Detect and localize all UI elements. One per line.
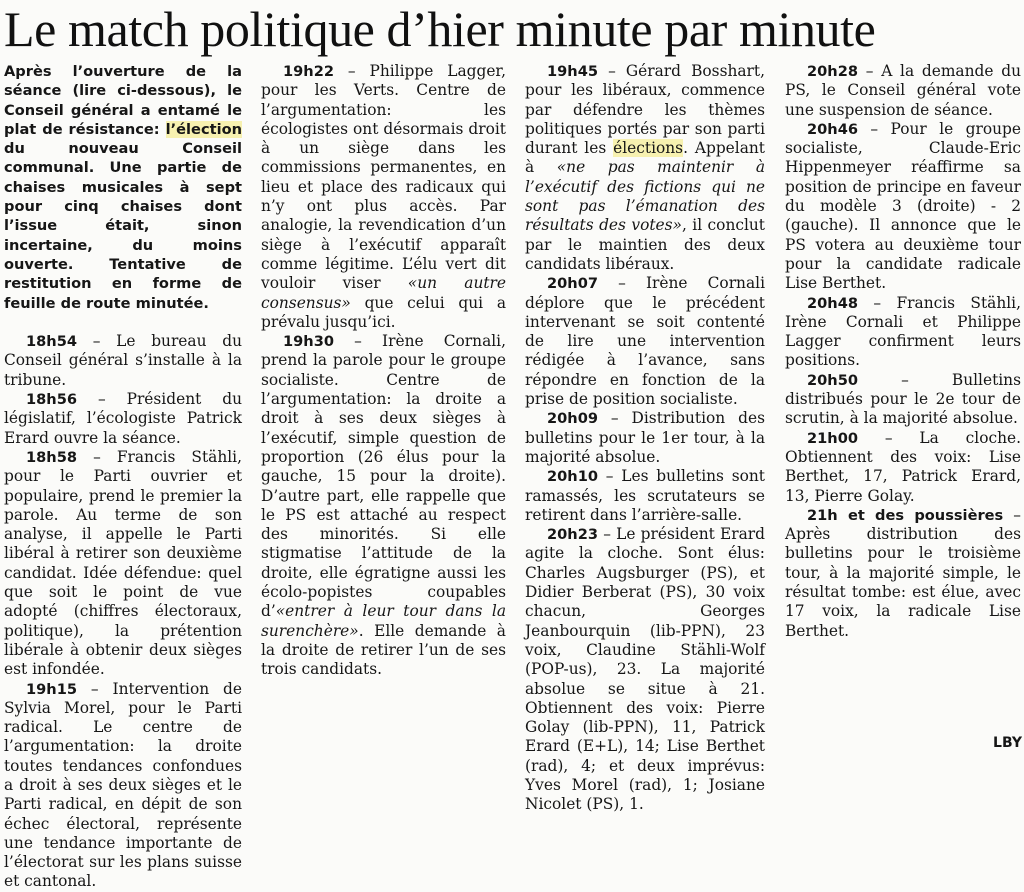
highlighted-term: élections xyxy=(613,139,684,158)
timestamp: 20h23 xyxy=(547,526,599,544)
timeline-entry-19h45: 19h45 – Gérard Bosshart, pour les libéraux, commence par défendre les thèmes politiques portés par son parti durant les élections. Appelant à «ne pas maintenir à l’exécutif des fictions qui ne sont pas l’émanation des résultats des votes», il conclut par le maintien des deux candidats libéraux. xyxy=(525,62,765,273)
article-column-4 xyxy=(785,62,1021,766)
timestamp: 19h15 xyxy=(26,680,78,698)
timestamp: 19h30 xyxy=(283,333,335,351)
timestamp: 19h45 xyxy=(547,63,599,80)
article-column-1 xyxy=(4,62,242,891)
timeline-entry-20h50: 20h50 – Bulletins distribués pour le 2e tour de scrutin, à la majorité absolue. xyxy=(785,370,1021,428)
timeline-entry-20h23: 20h23 – Le président Erard agite la cloche. Sont élus: Charles Augsburger (PS), et Didier Berberat (PS), 30 voix chacun, Georges Jeanbourquin (lib-PPN), 23 voix, Claudine Stähli-Wolf (POP-us), 23. La majorité absolue se situe à 21. Obtiennent des voix: Pierre Golay (lib-PPN), 11, Patrick Erard (E+L), 14; Lise Berthet (rad), 4; et deux imprévus: Yves Morel (rad), 1; Josiane Nicolet (PS), 1. xyxy=(525,525,765,814)
timestamp: 20h07 xyxy=(547,275,599,293)
timeline-entry-21h00: 21h00 – La cloche. Obtiennent des voix: Lise Berthet, 17, Patrick Erard, 13, Pierre Golay. xyxy=(785,428,1021,505)
timestamp: 18h56 xyxy=(26,391,78,409)
timestamp: 19h22 xyxy=(283,63,335,80)
article-column-2 xyxy=(261,62,506,766)
quote: «ne pas maintenir à l’exécutif des fictions qui ne sont pas l’émanation des résultats des votes» xyxy=(525,158,765,235)
timeline-entry-20h10: 20h10 – Les bulletins sont ramassés, les scrutateurs se retirent dans l’arrière-salle. xyxy=(525,467,765,524)
timeline-entry-18h58: 18h58 – Francis Stähli, pour le Parti ouvrier et populaire, prend le premier la parole. Au terme de son analyse, il appelle le Parti libéral à retirer son deuxième candidat. Idée défendue: quel que soit le point de vue adopté (chiffres électoraux, politique), la prétention libérale à obtenir deux sièges est infondée. xyxy=(4,447,242,679)
timeline-entry-20h48: 20h48 – Francis Stähli, Irène Cornali et Philippe Lagger confirment leurs positions. xyxy=(785,293,1021,370)
timestamp: 21h et des poussières xyxy=(807,506,1004,524)
timestamp: 20h10 xyxy=(547,468,599,486)
timestamp: 20h50 xyxy=(807,371,859,389)
headline: Le match politique d’hier minute par minute xyxy=(4,1,876,57)
timestamp: 21h00 xyxy=(807,429,859,447)
highlighted-term: l’élection xyxy=(165,120,242,138)
article-column-3 xyxy=(525,62,765,814)
timeline-entry-21h-et-des-poussieres: 21h et des poussières – Après distribution des bulletins pour le troisième tour, à la majorité simple, le résultat tombe: est élue, avec 17 voix, la radicale Lise Berthet. xyxy=(785,505,1021,640)
quote: «un autre consensus» xyxy=(261,274,507,312)
timeline-entry-20h46: 20h46 – Pour le groupe socialiste, Claude-Eric Hippenmeyer réaffirme sa position de principe en faveur du modèle 3 (droite) - 2 (gauche). Il annonce que le PS votera au deuxième tour pour la candidate radicale Lise Berthet. xyxy=(785,119,1021,293)
timestamp: 18h58 xyxy=(26,448,78,466)
timestamp: 20h48 xyxy=(807,294,859,312)
timeline-entry-20h07: 20h07 – Irène Cornali déplore que le précédent intervenant se soit contenté de lire une intervention rédigée à l’avance, sans répondre en fonction de la prise de position socialiste. xyxy=(525,274,765,409)
timeline-entry-18h54: 18h54 – Le bureau du Conseil général s’installe à la tribune. xyxy=(4,332,242,389)
timestamp: 18h54 xyxy=(26,333,78,351)
timeline-entry-20h09: 20h09 – Distribution des bulletins pour le 1er tour, à la majorité absolue. xyxy=(525,409,765,466)
timeline-entry-20h28: 20h28 – A la demande du PS, le Conseil général vote une suspension de séance. xyxy=(785,62,1021,119)
timeline-entry-19h30: 19h30 – Irène Cornali, prend la parole pour le groupe socialiste. Centre de l’argumentation: la droite a droit à ses deux sièges à l’exécutif, simple question de proportion (26 élus pour la gauche, 15 pour la droite). D’autre part, elle rappelle que le PS est attaché au respect des minorités. Si elle stigmatise l’attitude de la droite, elle égratigne aussi les écolo-popistes coupables d’«entrer à leur tour dans la surenchère». Elle demande à la droite de retirer l’un de ses trois candidats. xyxy=(261,332,506,679)
timestamp: 20h46 xyxy=(807,120,859,138)
timeline-entry-18h56: 18h56 – Président du législatif, l’écologiste Patrick Erard ouvre la séance. xyxy=(4,390,242,447)
chapo: Après l’ouverture de la séance (lire ci-dessous), le Conseil général a entamé le plat de résistance: l’élection du nouveau Conseil communal. Une partie de chaises musicales à sept pour cinq chaises dont l’issue était, sinon incertaine, du moins ouverte. Tentative de restitution en forme de feuille de route minutée. xyxy=(4,63,242,312)
timestamp: 20h09 xyxy=(547,410,599,428)
timestamp: 20h28 xyxy=(807,63,859,80)
timeline-entry-19h22: 19h22 – Philippe Lagger, pour les Verts. Centre de l’argumentation: les écologistes ont désormais droit à un siège dans les commissions permanentes, en lieu et place des radicaux qui n’y ont plus accès. Par analogie, la revendication d’un siège à l’exécutif apparaît comme légitime. L’élu vert dit vouloir viser «un autre consensus» que celui qui a prévalu jusqu’ici. xyxy=(261,62,507,331)
quote: «entrer à leur tour dans la surenchère» xyxy=(261,602,506,640)
author-signature: LBY xyxy=(989,735,1022,751)
timeline-entry-19h15: 19h15 – Intervention de Sylvia Morel, pour le Parti radical. Le centre de l’argumentation: la droite toutes tendances confondues a droit à ses deux sièges et le Parti radical, en dépit de son échec électoral, représente une tendance importante de l’électorat sur les plans suisse et cantonal. xyxy=(4,679,242,891)
